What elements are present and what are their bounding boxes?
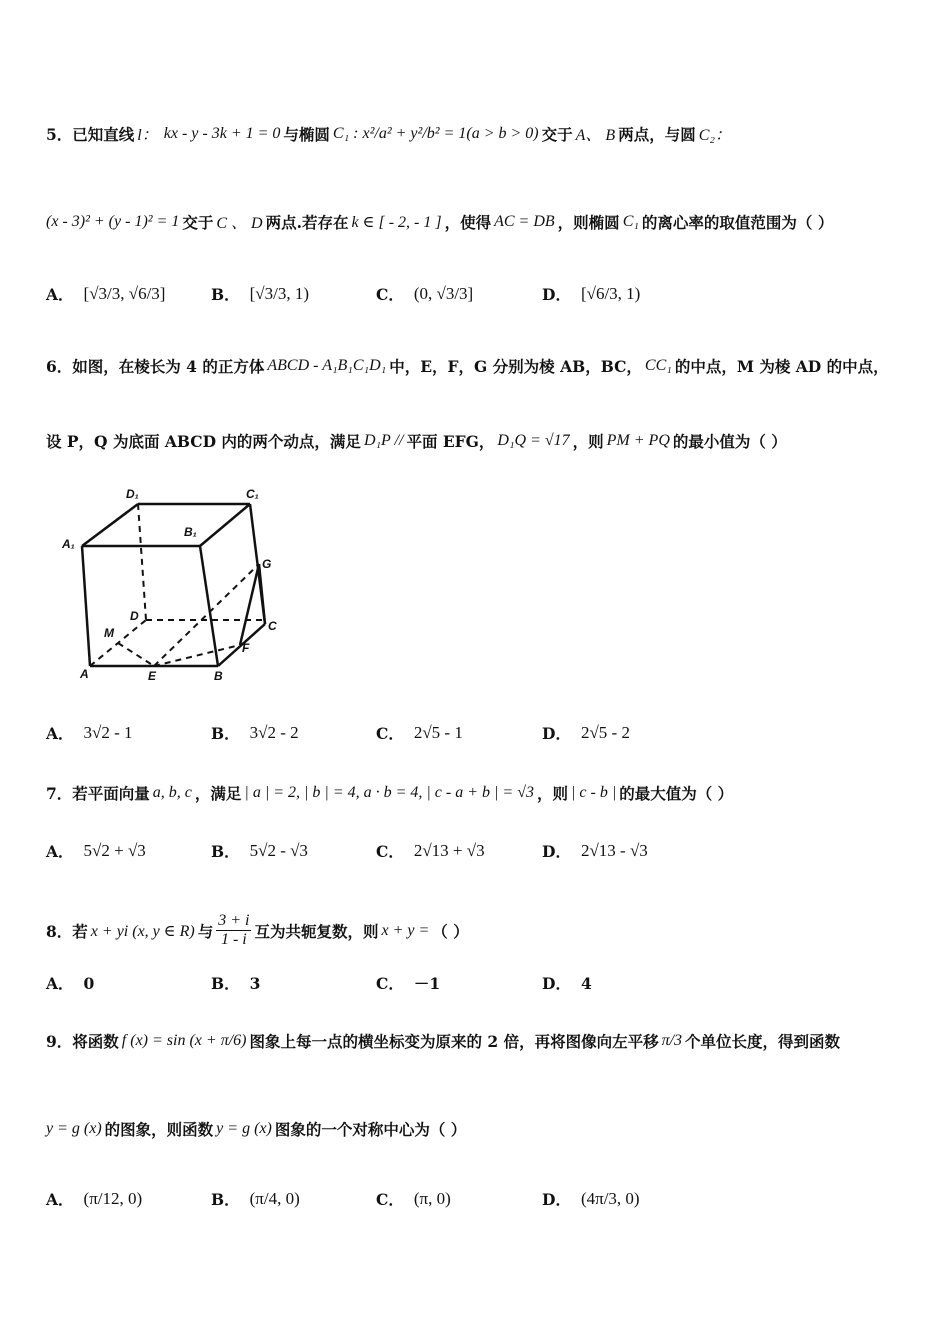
q5-text: 交于	[541, 124, 573, 144]
fig-label-c: C	[268, 619, 277, 633]
q5-line1	[46, 122, 920, 145]
q6-option-b[interactable]: B． 3√2 - 2	[211, 723, 299, 743]
q9-text: 的图象，则函数	[104, 1120, 214, 1139]
q7-text: 的最大值为（ ）	[619, 784, 734, 803]
q7-vectors: a, b, c	[152, 784, 192, 801]
q5-text: 两点，与圆	[618, 124, 696, 144]
q6-text: 设 P，Q 为底面 ABCD 内的两个动点，满足	[46, 432, 361, 451]
q9-option-b[interactable]: B． (π/4, 0)	[211, 1189, 300, 1209]
q9-function-f: f (x) = sin (x + π/6)	[121, 1032, 247, 1049]
q7-number: 7．若平面向量	[46, 784, 150, 803]
q7-option-a[interactable]: A． 5√2 + √3	[46, 841, 146, 861]
fig-label-e: E	[148, 669, 157, 683]
q6-pm-pq: PM + PQ	[606, 432, 670, 449]
q6-text: ，则	[572, 432, 604, 451]
q5-line2	[46, 210, 920, 233]
q9-text: 图象上每一点的横坐标变为原来的 2 倍，再将图像向左平移	[249, 1032, 659, 1051]
q8-option-d[interactable]: D． 4	[542, 973, 592, 993]
q5-points-cd: C 、 D	[216, 215, 263, 232]
q7-text: ，则	[537, 784, 569, 803]
q6-cube-figure	[60, 480, 300, 690]
q5-points-ab: A、 B	[575, 127, 616, 144]
q7-expr: | c - b |	[571, 784, 617, 801]
q6-option-d[interactable]: D． 2√5 - 2	[542, 723, 630, 743]
q7-option-d[interactable]: D． 2√13 - √3	[542, 841, 648, 861]
q5-line-l: l：	[137, 127, 158, 144]
fig-label-a: A	[80, 667, 89, 681]
q6-text: 的最小值为（ ）	[672, 432, 787, 451]
q8-option-b[interactable]: B． 3	[211, 973, 261, 993]
q5-text: 交于	[182, 212, 214, 232]
q5-ellipse-equation: C₁ : x²/a² + y²/b² = 1(a > b > 0)	[332, 124, 539, 142]
q5-text: 两点.若存在	[265, 212, 349, 232]
q8-option-c[interactable]: C． －1	[376, 974, 441, 993]
q5-line-equation: kx - y - 3k + 1 = 0	[163, 124, 281, 142]
q5-c1: C₁	[622, 212, 639, 230]
q7-option-c[interactable]: C． 2√13 + √3	[376, 841, 485, 861]
q5-option-c[interactable]: C． (0, √3/3]	[376, 284, 474, 304]
q5-option-d[interactable]: D． [√6/3, 1)	[542, 284, 641, 304]
fig-label-d: D	[130, 609, 139, 623]
q8-expr: x + y =	[381, 921, 430, 939]
q5-text: ，使得	[444, 212, 492, 232]
q6-option-a[interactable]: A． 3√2 - 1	[46, 723, 133, 743]
q5-circle-c2: C₂：	[698, 127, 731, 144]
q5-option-b[interactable]: B． [√3/3, 1)	[211, 284, 309, 304]
q8-fraction: 3 + i 1 - i	[218, 912, 250, 949]
q9-shift: π/3	[661, 1032, 683, 1049]
fig-label-g: G	[262, 557, 272, 571]
q9-function-g: y = g (x)	[46, 1120, 102, 1137]
fig-label-m: M	[104, 626, 114, 640]
fig-label-b1: B₁	[184, 525, 197, 539]
q9-option-c[interactable]: C． (π, 0)	[376, 1189, 451, 1209]
q6-number: 6．如图，在棱长为 4 的正方体	[46, 357, 265, 376]
q6-cc1: CC₁	[644, 357, 672, 374]
q9-number: 9．将函数	[46, 1032, 119, 1051]
q9-function-g2: y = g (x)	[216, 1120, 272, 1137]
q6-text: 的中点，M 为棱 AD 的中点，	[674, 357, 889, 376]
q6-text: 平面 EFG，	[406, 432, 495, 451]
fig-label-d1: D₁	[126, 487, 139, 501]
q9-text: 图象的一个对称中心为（ ）	[274, 1120, 467, 1139]
q9-line2	[46, 1118, 920, 1140]
q7-option-b[interactable]: B． 5√2 - √3	[211, 841, 308, 861]
q7-text: ，满足	[194, 784, 242, 803]
q6-line2	[46, 430, 920, 452]
q8-number: 8．若	[46, 921, 88, 941]
q9-option-d[interactable]: D． (4π/3, 0)	[542, 1189, 640, 1209]
q8-text: （ ）	[432, 921, 469, 941]
fig-label-a1: A₁	[62, 537, 75, 551]
q8-text: 互为共轭复数，则	[254, 921, 379, 941]
q5-text: ，则椭圆	[557, 212, 620, 232]
q9-option-a[interactable]: A． (π/12, 0)	[46, 1189, 143, 1209]
q6-d1p: D₁P //	[363, 432, 404, 449]
q6-text: 中，E，F，G 分别为棱 AB，BC，	[389, 357, 642, 376]
q5-ac-db: AC = DB	[494, 212, 555, 230]
q5-text: 与椭圆	[283, 124, 330, 144]
fig-label-f: F	[242, 641, 250, 655]
fig-label-b: B	[214, 669, 223, 683]
q7-condition: | a | = 2, | b | = 4, a · b = 4, | c - a + b | = √3	[244, 784, 535, 801]
q8-complex: x + yi (x, y ∈ R)	[90, 922, 195, 940]
q7-line	[46, 782, 920, 804]
fig-label-c1: C₁	[246, 487, 259, 501]
q5-circle-equation: (x - 3)² + (y - 1)² = 1	[46, 212, 180, 230]
q5-option-a[interactable]: A． [√3/3, √6/3]	[46, 284, 166, 304]
q6-option-c[interactable]: C． 2√5 - 1	[376, 723, 463, 743]
q8-text: 与	[197, 921, 214, 941]
q6-cube: ABCD - A₁B₁C₁D₁	[267, 357, 387, 374]
q9-line1	[46, 1030, 920, 1052]
q6-d1q: D₁Q = √17	[497, 432, 570, 449]
q8-line	[46, 912, 920, 950]
q9-text: 个单位长度，得到函数	[685, 1032, 841, 1051]
q5-k-range: k ∈ [ - 2, - 1 ]	[351, 213, 442, 231]
q5-number: 5．已知直线	[46, 124, 135, 144]
q8-option-a[interactable]: A． 0	[46, 973, 95, 993]
q5-text: 的离心率的取值范围为（ ）	[641, 212, 834, 232]
q6-line1	[46, 355, 920, 377]
